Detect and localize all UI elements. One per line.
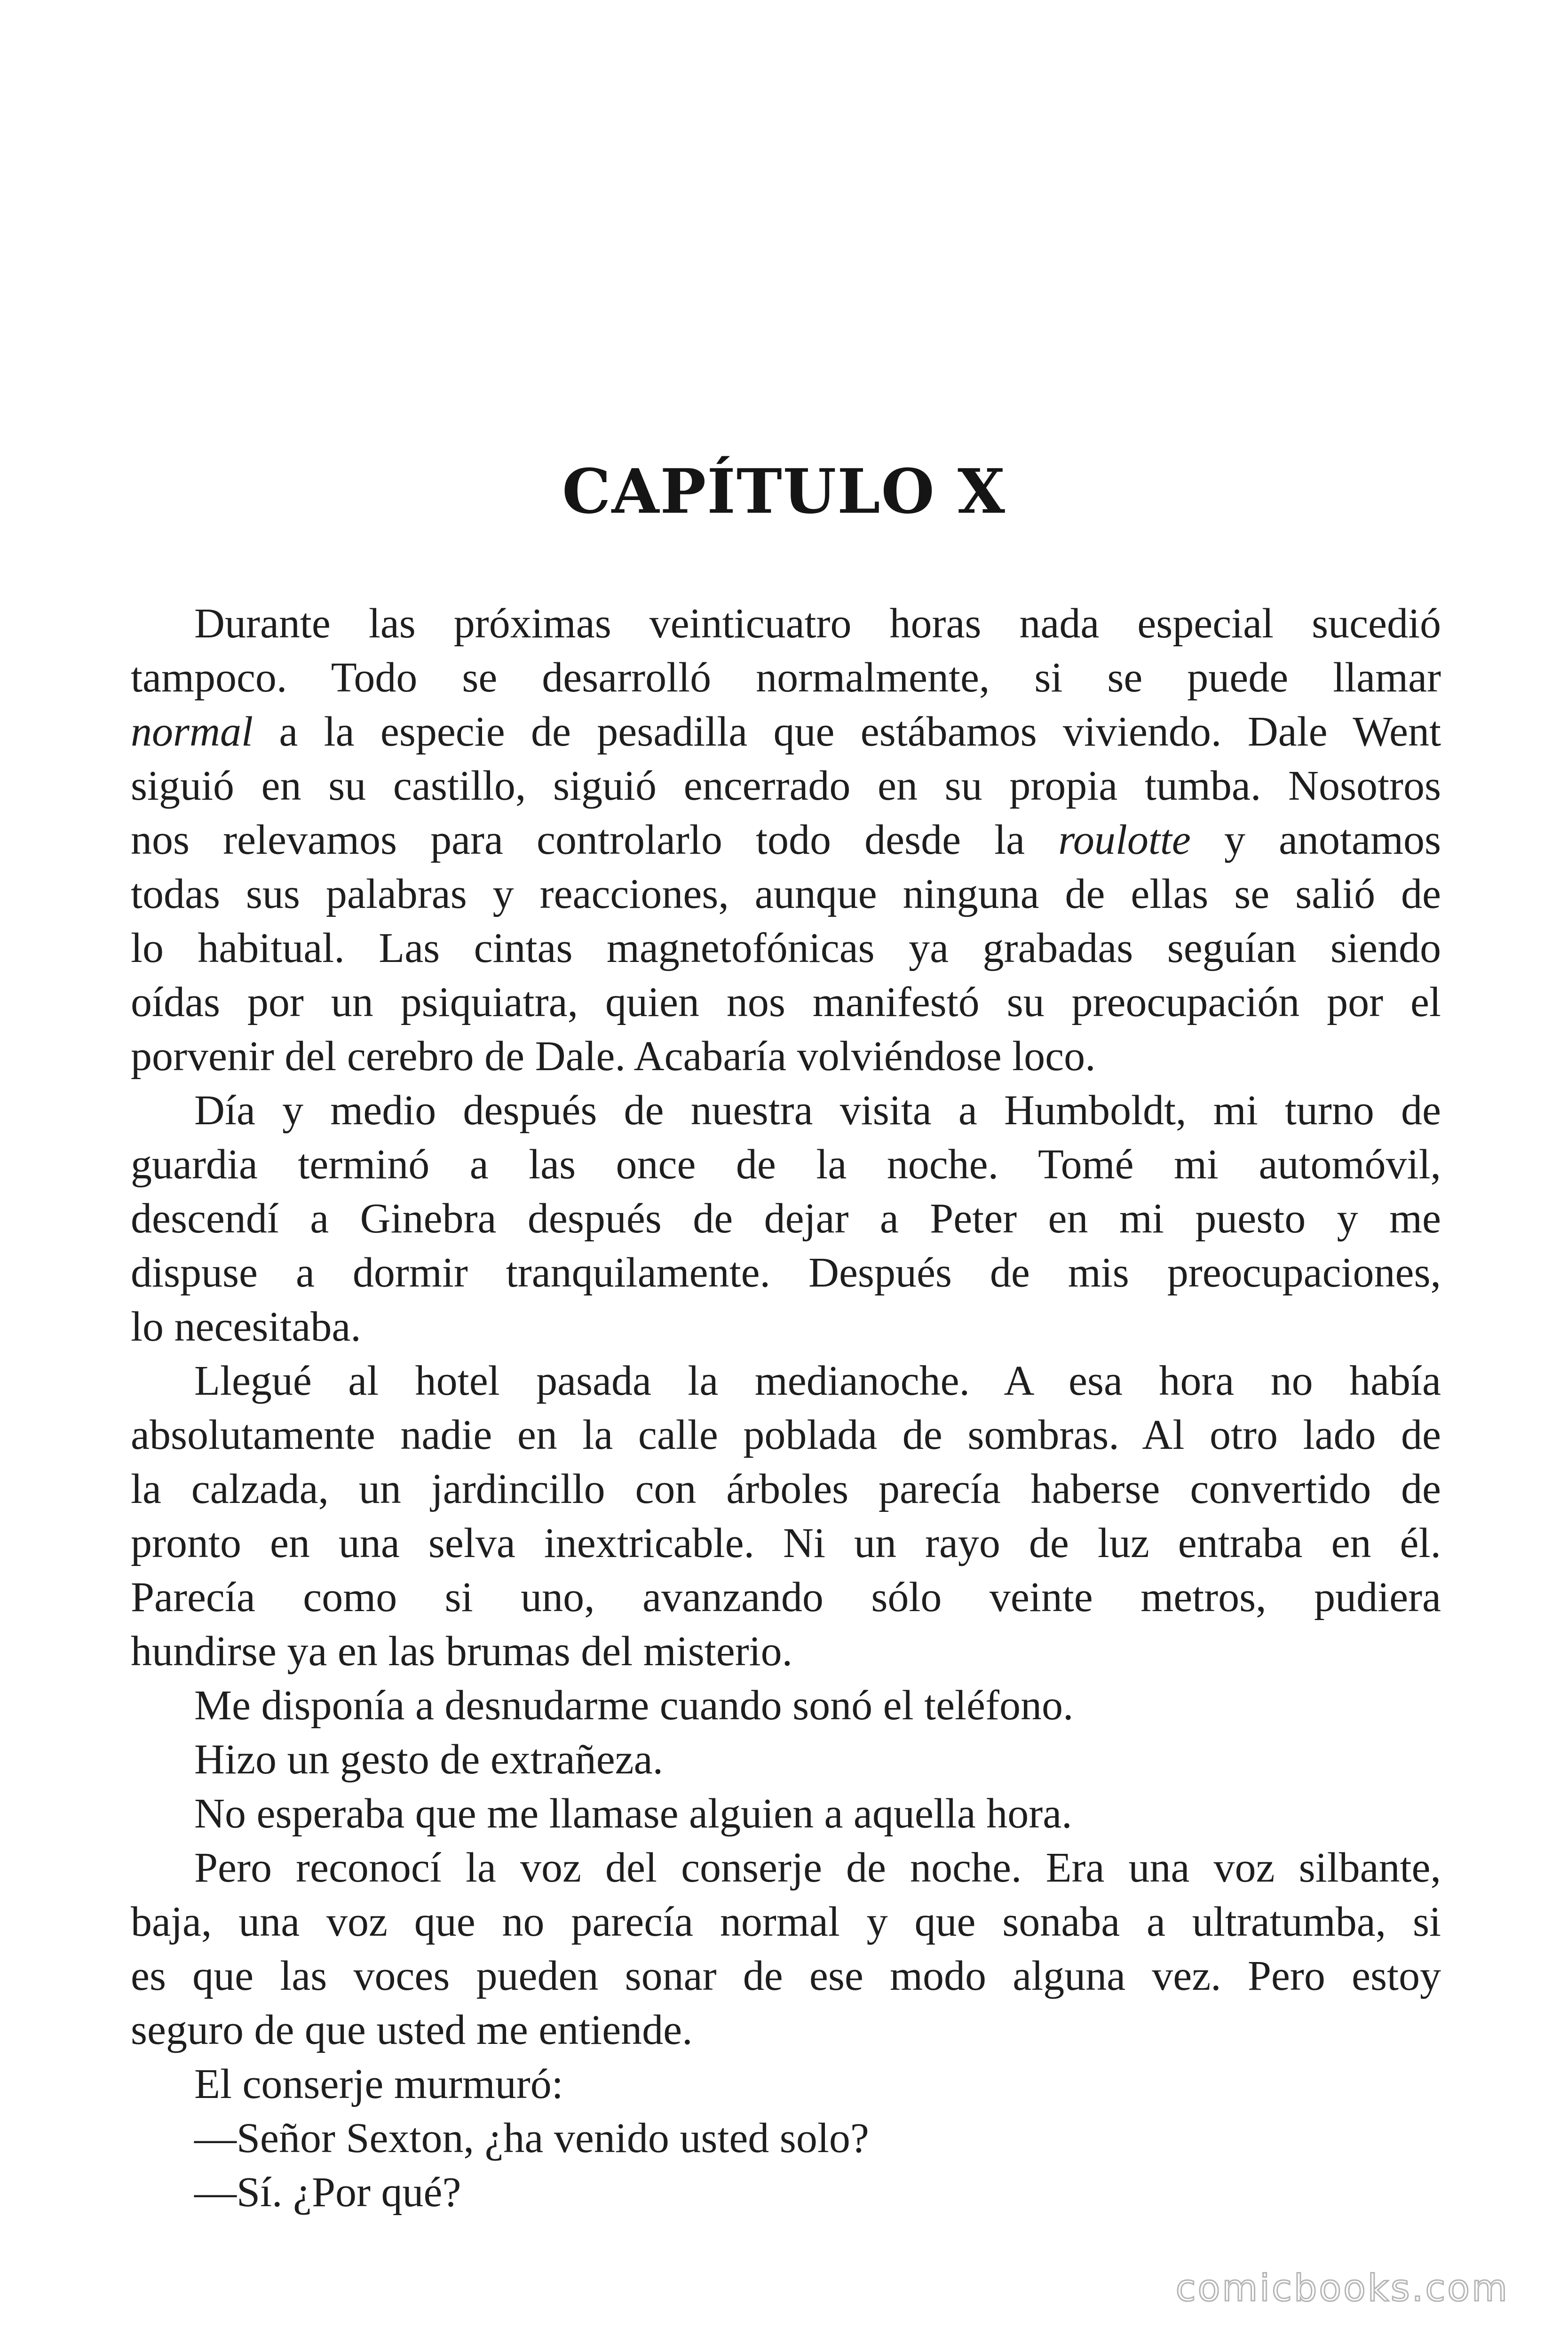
text-line: baja, una voz que no parecía normal y que sonaba a ultratumba, si (131, 1899, 1441, 1945)
text-line: Hizo un gesto de extrañeza. (194, 1736, 664, 1783)
paragraph (131, 2165, 1441, 2219)
text-line: tampoco. Todo se desarrolló normalmente, si se puede llamar (131, 654, 1441, 701)
paragraph (131, 1732, 1441, 1787)
text-line: porvenir del cerebro de Dale. Acabaría volviéndose loco. (131, 1033, 1096, 1080)
text-line: lo necesitaba. (131, 1303, 361, 1350)
italic-word: roulotte (1058, 817, 1191, 863)
text-line: Pero reconocí la voz del conserje de noche. Era una voz silbante, (194, 1844, 1441, 1891)
text-line: —Sí. ¿Por qué? (194, 2169, 461, 2216)
chapter-body-text (131, 596, 1441, 2219)
text-line: la calzada, un jardincillo con árboles parecía haberse convertido de (131, 1466, 1441, 1512)
text-line: guardia terminó a las once de la noche. Tomé mi automóvil, (131, 1141, 1441, 1188)
text-line: dispuse a dormir tranquilamente. Después de mis preocupaciones, (131, 1249, 1441, 1296)
text-line: seguro de que usted me entiende. (131, 2007, 693, 2053)
text-line (131, 705, 1441, 759)
text-line: todas sus palabras y reacciones, aunque ninguna de ellas se salió de (131, 871, 1441, 917)
text-line: absolutamente nadie en la calle poblada de sombras. Al otro lado de (131, 1412, 1441, 1458)
paragraph (131, 1787, 1441, 1841)
paragraph (131, 2057, 1441, 2111)
paragraph (131, 1083, 1441, 1354)
text-line: pronto en una selva inextricable. Ni un rayo de luz entraba en él. (131, 1520, 1441, 1566)
text-line: Me disponía a desnudarme cuando sonó el teléfono. (194, 1682, 1074, 1729)
text-line: hundirse ya en las brumas del misterio. (131, 1628, 793, 1675)
text-line: oídas por un psiquiatra, quien nos manifestó su preocupación por el (131, 979, 1441, 1025)
text-line: descendí a Ginebra después de dejar a Peter en mi puesto y me (131, 1195, 1441, 1242)
text-line: Llegué al hotel pasada la medianoche. A esa hora no había (194, 1358, 1441, 1404)
text-line: siguió en su castillo, siguió encerrado en su propia tumba. Nosotros (131, 763, 1441, 809)
text-line: Durante las próximas veinticuatro horas nada especial sucedió (194, 600, 1441, 647)
text-line: es que las voces pueden sonar de ese modo alguna vez. Pero estoy (131, 1953, 1441, 1999)
watermark-logo: comicbooks.com (1175, 2267, 1509, 2310)
text-line: Día y medio después de nuestra visita a Humboldt, mi turno de (194, 1087, 1441, 1134)
paragraph (131, 1354, 1441, 1678)
text-line (131, 813, 1441, 867)
text-segment: a la especie de pesadilla que estábamos viviendo. Dale Went (253, 708, 1441, 755)
text-line: Parecía como si uno, avanzando sólo veinte metros, pudiera (131, 1574, 1441, 1621)
text-segment: nos relevamos para controlarlo todo desde la (131, 817, 1059, 863)
text-line: —Señor Sexton, ¿ha venido usted solo? (194, 2115, 869, 2161)
text-line: El conserje murmuró: (194, 2061, 563, 2107)
italic-word: normal (131, 708, 253, 755)
text-segment: y anotamos (1190, 817, 1441, 863)
paragraph (131, 2111, 1441, 2165)
paragraph (131, 1678, 1441, 1732)
paragraph (131, 1841, 1441, 2057)
text-line: No esperaba que me llamase alguien a aquella hora. (194, 1790, 1072, 1837)
text-line: lo habitual. Las cintas magnetofónicas ya grabadas seguían siendo (131, 925, 1441, 971)
paragraph (131, 596, 1441, 1083)
chapter-title: CAPÍTULO X (562, 455, 1006, 527)
